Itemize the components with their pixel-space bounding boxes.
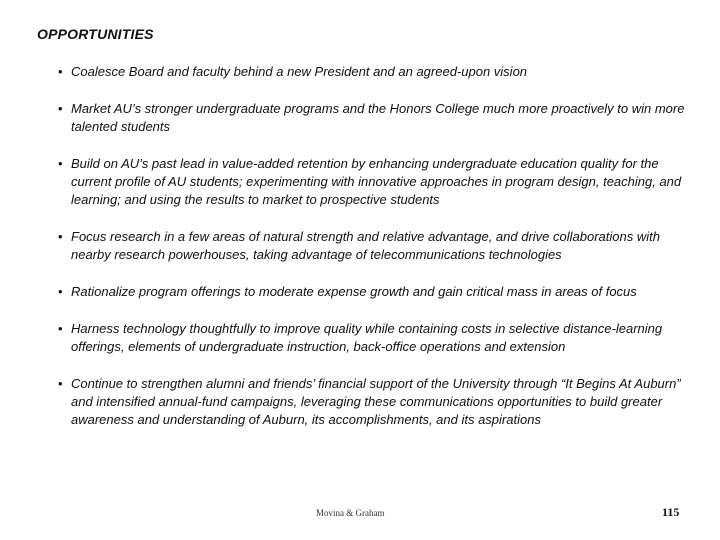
opportunities-list bbox=[58, 63, 688, 448]
list-item bbox=[58, 155, 688, 209]
bullet-text: Continue to strengthen alumni and friends’ financial support of the University through “It Begins At Auburn” and intensified annual-fund campaigns, leveraging these communications opportunities to build greater awareness and understanding of Auburn, its accomplishments, and its aspirations bbox=[71, 376, 681, 427]
bullet-text: Rationalize program offerings to moderate expense growth and gain critical mass in areas of focus bbox=[71, 284, 637, 299]
list-item bbox=[58, 320, 688, 356]
bullet-text: Focus research in a few areas of natural strength and relative advantage, and drive collaborations with nearby research powerhouses, taking advantage of telecommunications technologies bbox=[71, 229, 660, 262]
bullet-text: Market AU’s stronger undergraduate programs and the Honors College much more proactively to win more talented students bbox=[71, 101, 685, 134]
bullet-text: Harness technology thoughtfully to improve quality while containing costs in selective distance-learning offerings, elements of undergraduate instruction, back-office operations and extension bbox=[71, 321, 663, 354]
bullet-dot: • bbox=[58, 284, 63, 299]
bullet-dot: • bbox=[58, 156, 63, 171]
list-item bbox=[58, 375, 688, 429]
slide-heading: OPPORTUNITIES bbox=[37, 26, 154, 42]
bullet-text: Coalesce Board and faculty behind a new President and an agreed-upon vision bbox=[71, 64, 528, 79]
bullet-dot: • bbox=[58, 64, 63, 79]
bullet-dot: • bbox=[58, 229, 63, 244]
page-number: 115 bbox=[662, 505, 680, 519]
list-item bbox=[58, 100, 688, 136]
bullet-dot: • bbox=[58, 376, 63, 391]
bullet-dot: • bbox=[58, 101, 63, 116]
list-item bbox=[58, 228, 688, 264]
list-item bbox=[58, 283, 688, 301]
bullet-text: Build on AU’s past lead in value-added retention by enhancing undergraduate education quality for the current profile of AU students; experimenting with innovative approaches in program design, teaching, and learning; and using the results to market to prospective students bbox=[71, 156, 682, 207]
footer-credit: Movina & Graham bbox=[316, 508, 385, 518]
list-item bbox=[58, 63, 688, 81]
bullet-dot: • bbox=[58, 321, 63, 336]
